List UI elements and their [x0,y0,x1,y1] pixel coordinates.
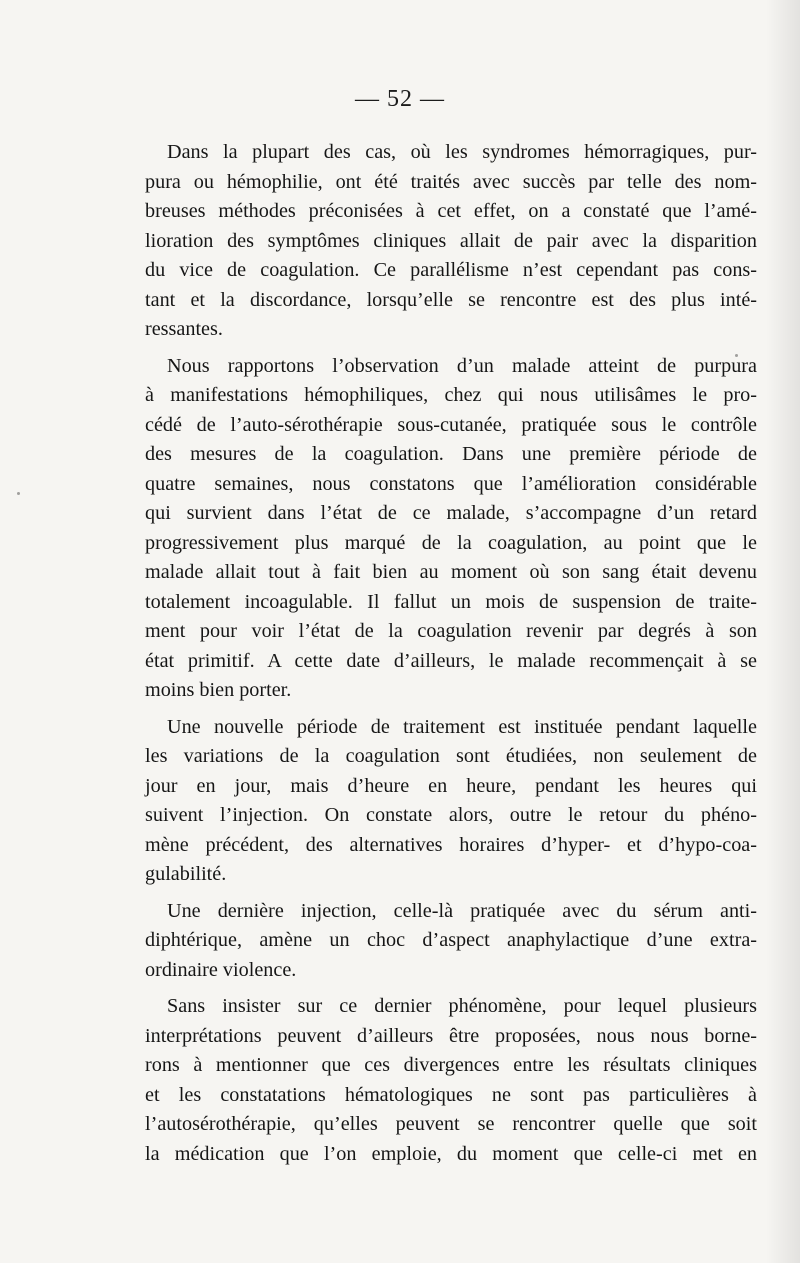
text-line: jour en jour, mais d’heure en heure, pendant les heures qui [145,774,757,797]
text-line: Une nouvelle période de traitement est instituée pendant laquelle [167,715,757,738]
text-line: gulabilité. [145,863,227,885]
text-line: quatre semaines, nous constatons que l’amélioration considérable [145,472,757,495]
page-number: — 52 — [355,86,445,112]
paragraph-1 [145,138,757,345]
text-line: ressantes. [145,318,223,340]
scan-speck [735,354,738,357]
text-line: tant et la discordance, lorsqu’elle se rencontre est des plus inté- [145,288,757,311]
text-line: interprétations peuvent d’ailleurs être proposées, nous nous borne- [145,1024,757,1047]
text-line: moins bien porter. [145,679,292,701]
paragraph-5 [145,992,757,1169]
text-line: à manifestations hémophiliques, chez qui nous utilisâmes le pro- [145,384,757,406]
body-text [145,138,757,1176]
paragraph-4 [145,897,757,986]
text-line: lioration des symptômes cliniques allait de pair avec la disparition [145,229,757,252]
text-line: malade allait tout à fait bien au moment où son sang était devenu [145,561,757,583]
text-line: ordinaire violence. [145,958,297,981]
text-line: Nous rapportons l’observation d’un malade atteint de purpura [167,354,757,377]
text-line: diphtérique, amène un choc d’aspect anaphylactique d’une extra- [145,929,757,951]
text-line: Une dernière injection, celle-là pratiquée avec du sérum anti- [167,899,757,922]
text-line: des mesures de la coagulation. Dans une première période de [145,443,757,465]
text-line: cédé de l’auto-sérothérapie sous-cutanée, pratiquée sous le contrôle [145,413,757,436]
text-line: état primitif. A cette date d’ailleurs, le malade recommençait à se [145,649,757,672]
text-line: du vice de coagulation. Ce parallélisme n’est cependant pas cons- [145,259,757,281]
text-line: breuses méthodes préconisées à cet effet, on a constaté que l’amé- [145,200,757,222]
text-line: qui survient dans l’état de ce malade, s’accompagne d’un retard [145,502,757,524]
text-line: totalement incoagulable. Il fallut un mois de suspension de traite- [145,590,757,613]
text-line: l’autosérothérapie, qu’elles peuvent se rencontrer quelle que soit [145,1113,757,1135]
text-line: les variations de la coagulation sont étudiées, non seulement de [145,745,757,767]
text-line: la médication que l’on emploie, du moment que celle-ci met en [145,1142,757,1165]
text-line: progressivement plus marqué de la coagulation, au point que le [145,531,757,554]
text-line: et les constatations hématologiques ne sont pas particulières à [145,1083,757,1106]
page-edge-shadow [766,0,800,1263]
text-line: Dans la plupart des cas, où les syndromes hémorragiques, pur- [167,141,757,163]
text-line: ment pour voir l’état de la coagulation revenir par degrés à son [145,620,757,642]
paragraph-2 [145,352,757,706]
scan-speck [17,492,20,495]
text-line: pura ou hémophilie, ont été traités avec succès par telle des nom- [145,170,757,193]
text-line: mène précédent, des alternatives horaires d’hyper- et d’hypo-coa- [145,833,757,856]
text-line: suivent l’injection. On constate alors, outre le retour du phéno- [145,804,757,826]
text-line: Sans insister sur ce dernier phénomène, pour lequel plusieurs [167,995,757,1017]
paragraph-3 [145,713,757,890]
text-line: rons à mentionner que ces divergences entre les résultats cliniques [145,1054,757,1076]
